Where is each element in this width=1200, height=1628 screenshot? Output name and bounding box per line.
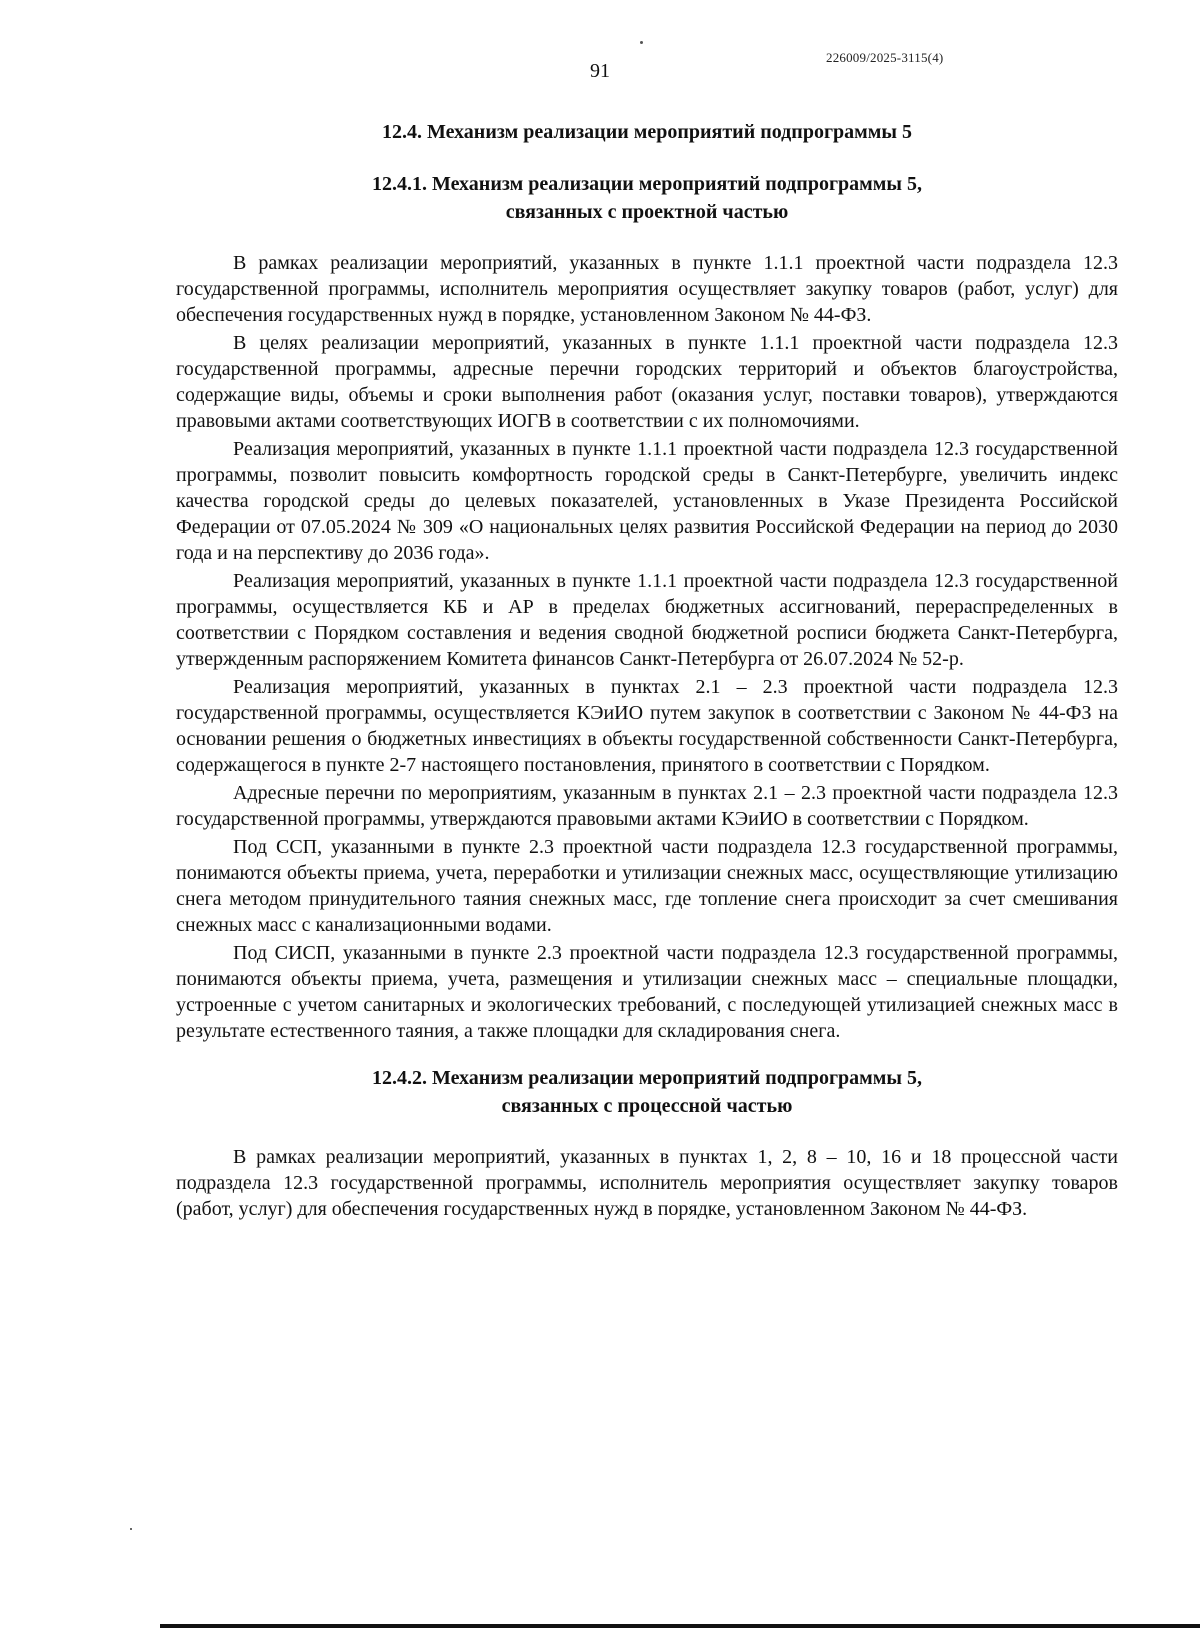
- paragraph: Реализация мероприятий, указанных в пунктах 2.1 – 2.3 проектной части подраздела 12.3 государственной программы, осуществляется КЭиИО путем закупок в соответствии с Законом № 44-ФЗ на основании решения о бюджетных инвестициях в объекты государственной собственности Санкт-Петербурга, содержащегося в пункте 2-7 настоящего постановления, принятого в соответствии с Порядком.: [176, 676, 1118, 776]
- paragraph: Реализация мероприятий, указанных в пункте 1.1.1 проектной части подраздела 12.3 государственной программы, позволит повысить комфортность городской среды в Санкт-Петербурге, увеличить индекс качества городской среды до целевых показателей, установленных в Указе Президента Российской Федерации от 07.05.2024 № 309 «О национальных целях развития Российской Федерации на период до 2030 года и на перспективу до 2036 года».: [176, 438, 1118, 564]
- paragraph: Реализация мероприятий, указанных в пункте 1.1.1 проектной части подраздела 12.3 государственной программы, осуществляется КБ и АР в пределах бюджетных ассигнований, перераспределенных в соответствии с Порядком составления и ведения сводной бюджетной росписи бюджета Санкт-Петербурга, утвержденным распоряжением Комитета финансов Санкт-Петербурга от 26.07.2024 № 52-р.: [176, 570, 1118, 670]
- scan-bottom-edge: [160, 1624, 1200, 1628]
- section-heading-12-4: 12.4. Механизм реализации мероприятий подпрограммы 5: [381, 121, 913, 143]
- subsection-heading-12-4-2: [176, 1064, 1118, 1120]
- scan-speck: [130, 1528, 132, 1530]
- subsection-heading-line: 12.4.1. Механизм реализации мероприятий подпрограммы 5,: [371, 173, 923, 195]
- scan-speck: [640, 41, 643, 44]
- registration-code: 226009/2025-3115(4): [826, 50, 944, 65]
- paragraph: В рамках реализации мероприятий, указанных в пунктах 1, 2, 8 – 10, 16 и 18 процессной части подраздела 12.3 государственной программы, исполнитель мероприятия осуществляет закупку товаров (работ, услуг) для обеспечения государственных нужд в порядке, установленном Законом № 44-ФЗ.: [176, 1146, 1118, 1220]
- page-number: 91: [590, 60, 610, 82]
- subsection-heading-line: связанных с проектной частью: [505, 201, 789, 223]
- paragraph: Под ССП, указанными в пункте 2.3 проектной части подраздела 12.3 государственной программы, понимаются объекты приема, учета, переработки и утилизации снежных масс, осуществляющие утилизацию снега методом принудительного таяния снежных масс, где топление снега происходит за счет смешивания снежных масс с канализационными водами.: [176, 836, 1118, 936]
- paragraph: Адресные перечни по мероприятиям, указанным в пунктах 2.1 – 2.3 проектной части подраздела 12.3 государственной программы, утверждаются правовыми актами КЭиИО в соответствии с Порядком.: [176, 782, 1118, 830]
- document-body: [176, 118, 1118, 1224]
- paragraph: Под СИСП, указанными в пункте 2.3 проектной части подраздела 12.3 государственной программы, понимаются объекты приема, учета, размещения и утилизации снежных масс – специальные площадки, устроенные с учетом санитарных и экологических требований, с последующей утилизацией снежных масс в результате естественного таяния, а также площадки для складирования снега.: [176, 942, 1118, 1042]
- subsection-heading-12-4-1: [176, 170, 1118, 226]
- subsection-heading-line: 12.4.2. Механизм реализации мероприятий подпрограммы 5,: [371, 1067, 923, 1089]
- subsection-heading-line: связанных с процессной частью: [501, 1095, 793, 1117]
- paragraph: В рамках реализации мероприятий, указанных в пункте 1.1.1 проектной части подраздела 12.3 государственной программы, исполнитель мероприятия осуществляет закупку товаров (работ, услуг) для обеспечения государственных нужд в порядке, установленном Законом № 44-ФЗ.: [176, 252, 1118, 326]
- paragraph: В целях реализации мероприятий, указанных в пункте 1.1.1 проектной части подраздела 12.3 государственной программы, адресные перечни городских территорий и объектов благоустройства, содержащие виды, объемы и сроки выполнения работ (оказания услуг, поставки товаров), утверждаются правовыми актами соответствующих ИОГВ в соответствии с их полномочиями.: [176, 332, 1118, 432]
